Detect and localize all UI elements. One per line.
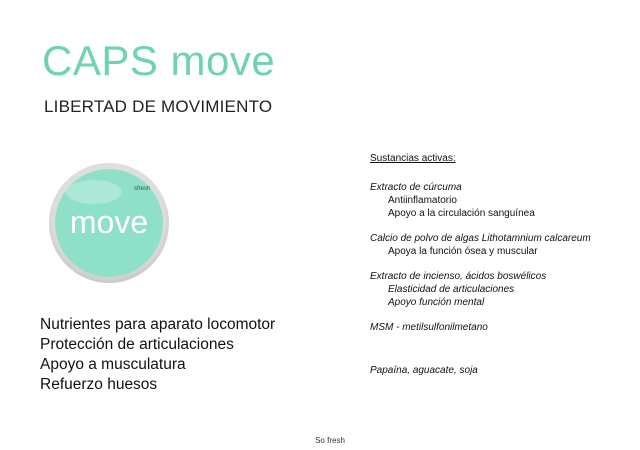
footer-brand: So fresh xyxy=(315,436,345,445)
substance-group xyxy=(370,364,632,377)
substance-benefit: Apoyo función mental xyxy=(388,297,485,308)
benefit-item: Apoyo a musculatura xyxy=(40,356,186,373)
substance-name: Extracto de incienso, ácidos boswélicos xyxy=(370,271,547,282)
active-substances-panel xyxy=(370,153,632,389)
substances-heading: Sustancias activas: xyxy=(370,153,456,164)
substance-benefit: Elasticidad de articulaciones xyxy=(388,284,515,295)
page-subtitle: LIBERTAD DE MOVIMIENTO xyxy=(44,97,273,116)
benefits-list xyxy=(40,315,275,395)
substance-name: MSM - metilsulfonilmetano xyxy=(370,322,488,333)
tin-word: move xyxy=(69,204,149,240)
substance-name: Calcio de polvo de algas Lithotamnium calcareum xyxy=(370,233,591,244)
substance-group xyxy=(370,321,632,334)
substance-group xyxy=(370,270,632,309)
substance-benefit: Apoya la función ósea y muscular xyxy=(388,246,538,257)
substance-name: Papaína, aguacate, soja xyxy=(370,365,478,376)
substance-group xyxy=(370,181,632,220)
page-title: CAPS move xyxy=(42,37,276,84)
product-tin-image xyxy=(48,162,170,284)
substance-benefit: Apoyo a la circulación sanguínea xyxy=(388,208,535,219)
benefit-item: Nutrientes para aparato locomotor xyxy=(40,316,276,333)
substance-name: Extracto de cúrcuma xyxy=(370,182,462,193)
substance-benefit: Antiinflamatorio xyxy=(388,195,457,206)
substance-group xyxy=(370,232,632,258)
benefit-item: Refuerzo huesos xyxy=(40,376,158,393)
tin-brand-label: sfresh xyxy=(134,186,151,192)
benefit-item: Protección de articulaciones xyxy=(40,336,234,353)
